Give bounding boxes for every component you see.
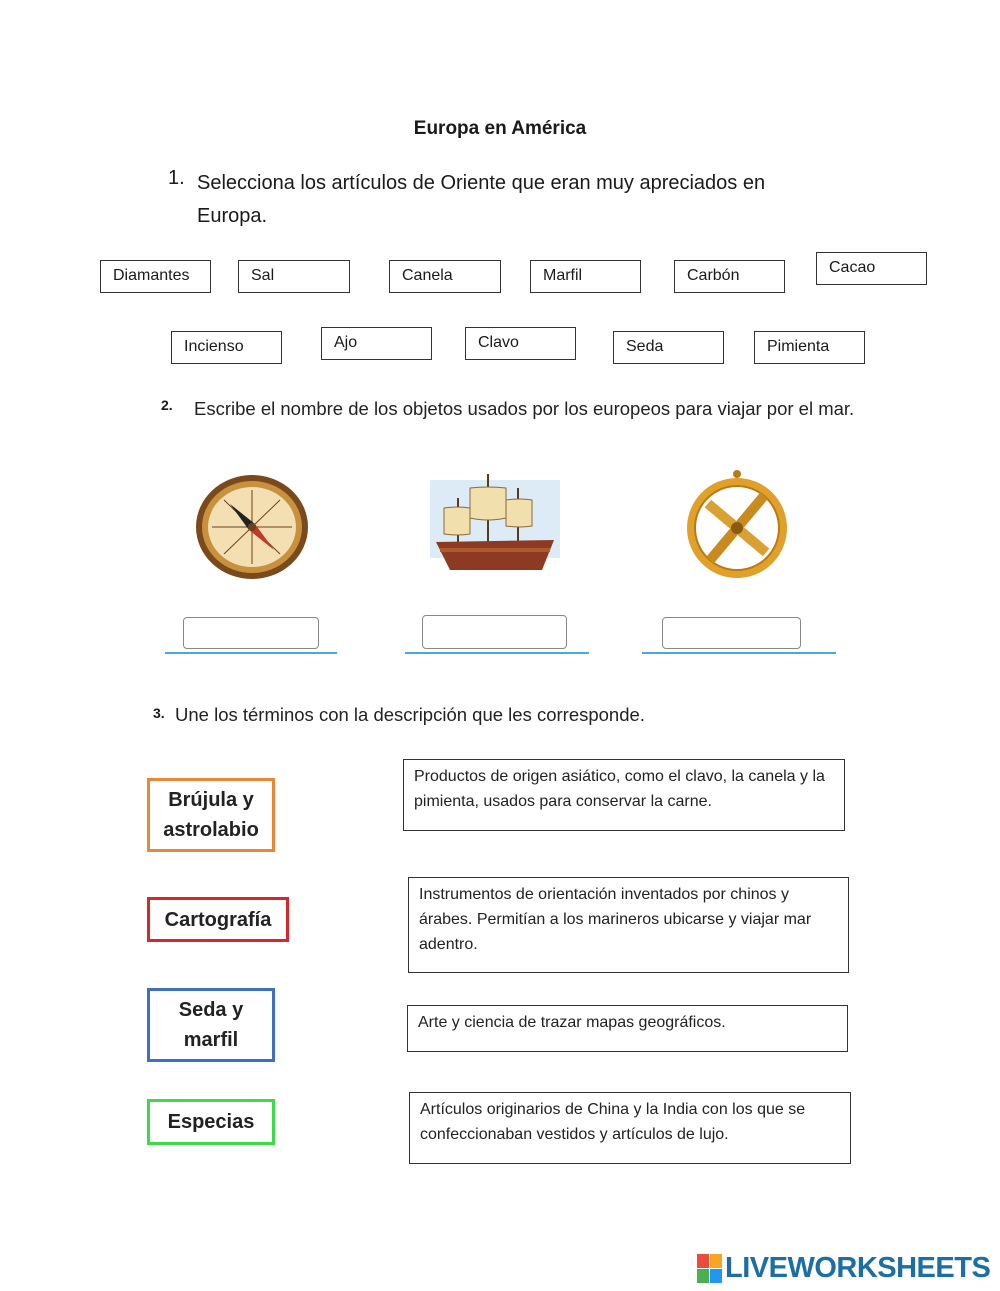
brand-mark-icon: [697, 1254, 723, 1284]
description-seda-marfil[interactable]: Artículos originarios de China y la India con los que se confeccionaban vestidos y artículos de lujo.: [409, 1092, 851, 1164]
option-ajo[interactable]: Ajo: [321, 327, 432, 360]
question-2-text: Escribe el nombre de los objetos usados por los europeos para viajar por el mar.: [194, 398, 855, 419]
option-cacao[interactable]: Cacao: [816, 252, 927, 285]
option-seda[interactable]: Seda: [613, 331, 724, 364]
answer-input-3[interactable]: [662, 617, 801, 649]
option-incienso[interactable]: Incienso: [171, 331, 282, 364]
option-pimienta[interactable]: Pimienta: [754, 331, 865, 364]
option-carbon[interactable]: Carbón: [674, 260, 785, 293]
option-marfil[interactable]: Marfil: [530, 260, 641, 293]
description-especias[interactable]: Productos de origen asiático, como el clavo, la canela y la pimienta, usados para conservar la carne.: [403, 759, 845, 831]
answer-underline-1: [165, 652, 337, 654]
answer-input-2[interactable]: [422, 615, 567, 649]
compass-icon: [192, 470, 312, 585]
description-brujula[interactable]: Instrumentos de orientación inventados por chinos y árabes. Permitían a los marineros ubicarse y viajar mar adentro.: [408, 877, 849, 973]
question-1-text: Selecciona los artículos de Oriente que eran muy apreciados en Europa.: [197, 172, 766, 227]
term-seda-marfil[interactable]: Seda y marfil: [147, 988, 275, 1062]
option-clavo[interactable]: Clavo: [465, 327, 576, 360]
ship-icon: [430, 470, 560, 580]
option-diamantes[interactable]: Diamantes: [100, 260, 211, 293]
question-1-number: 1.: [168, 167, 185, 189]
option-canela[interactable]: Canela: [389, 260, 501, 293]
term-cartografia[interactable]: Cartografía: [147, 897, 289, 942]
page-title: Europa en América: [413, 118, 587, 139]
term-brujula-astrolabio[interactable]: Brújula y astrolabio: [147, 778, 275, 852]
term-especias[interactable]: Especias: [147, 1099, 275, 1145]
question-2-number: 2.: [161, 397, 173, 413]
question-3-text: Une los términos con la descripción que les corresponde.: [175, 704, 645, 725]
description-cartografia[interactable]: Arte y ciencia de trazar mapas geográficos.: [407, 1005, 848, 1052]
question-3-number: 3.: [153, 705, 165, 721]
astrolabe-icon: [680, 468, 795, 583]
brand-name: LIVEWORKSHEETS: [725, 1252, 991, 1284]
answer-input-1[interactable]: [183, 617, 319, 649]
answer-underline-3: [642, 652, 836, 654]
option-sal[interactable]: Sal: [238, 260, 350, 293]
answer-underline-2: [405, 652, 589, 654]
liveworksheets-logo: [697, 1252, 990, 1285]
